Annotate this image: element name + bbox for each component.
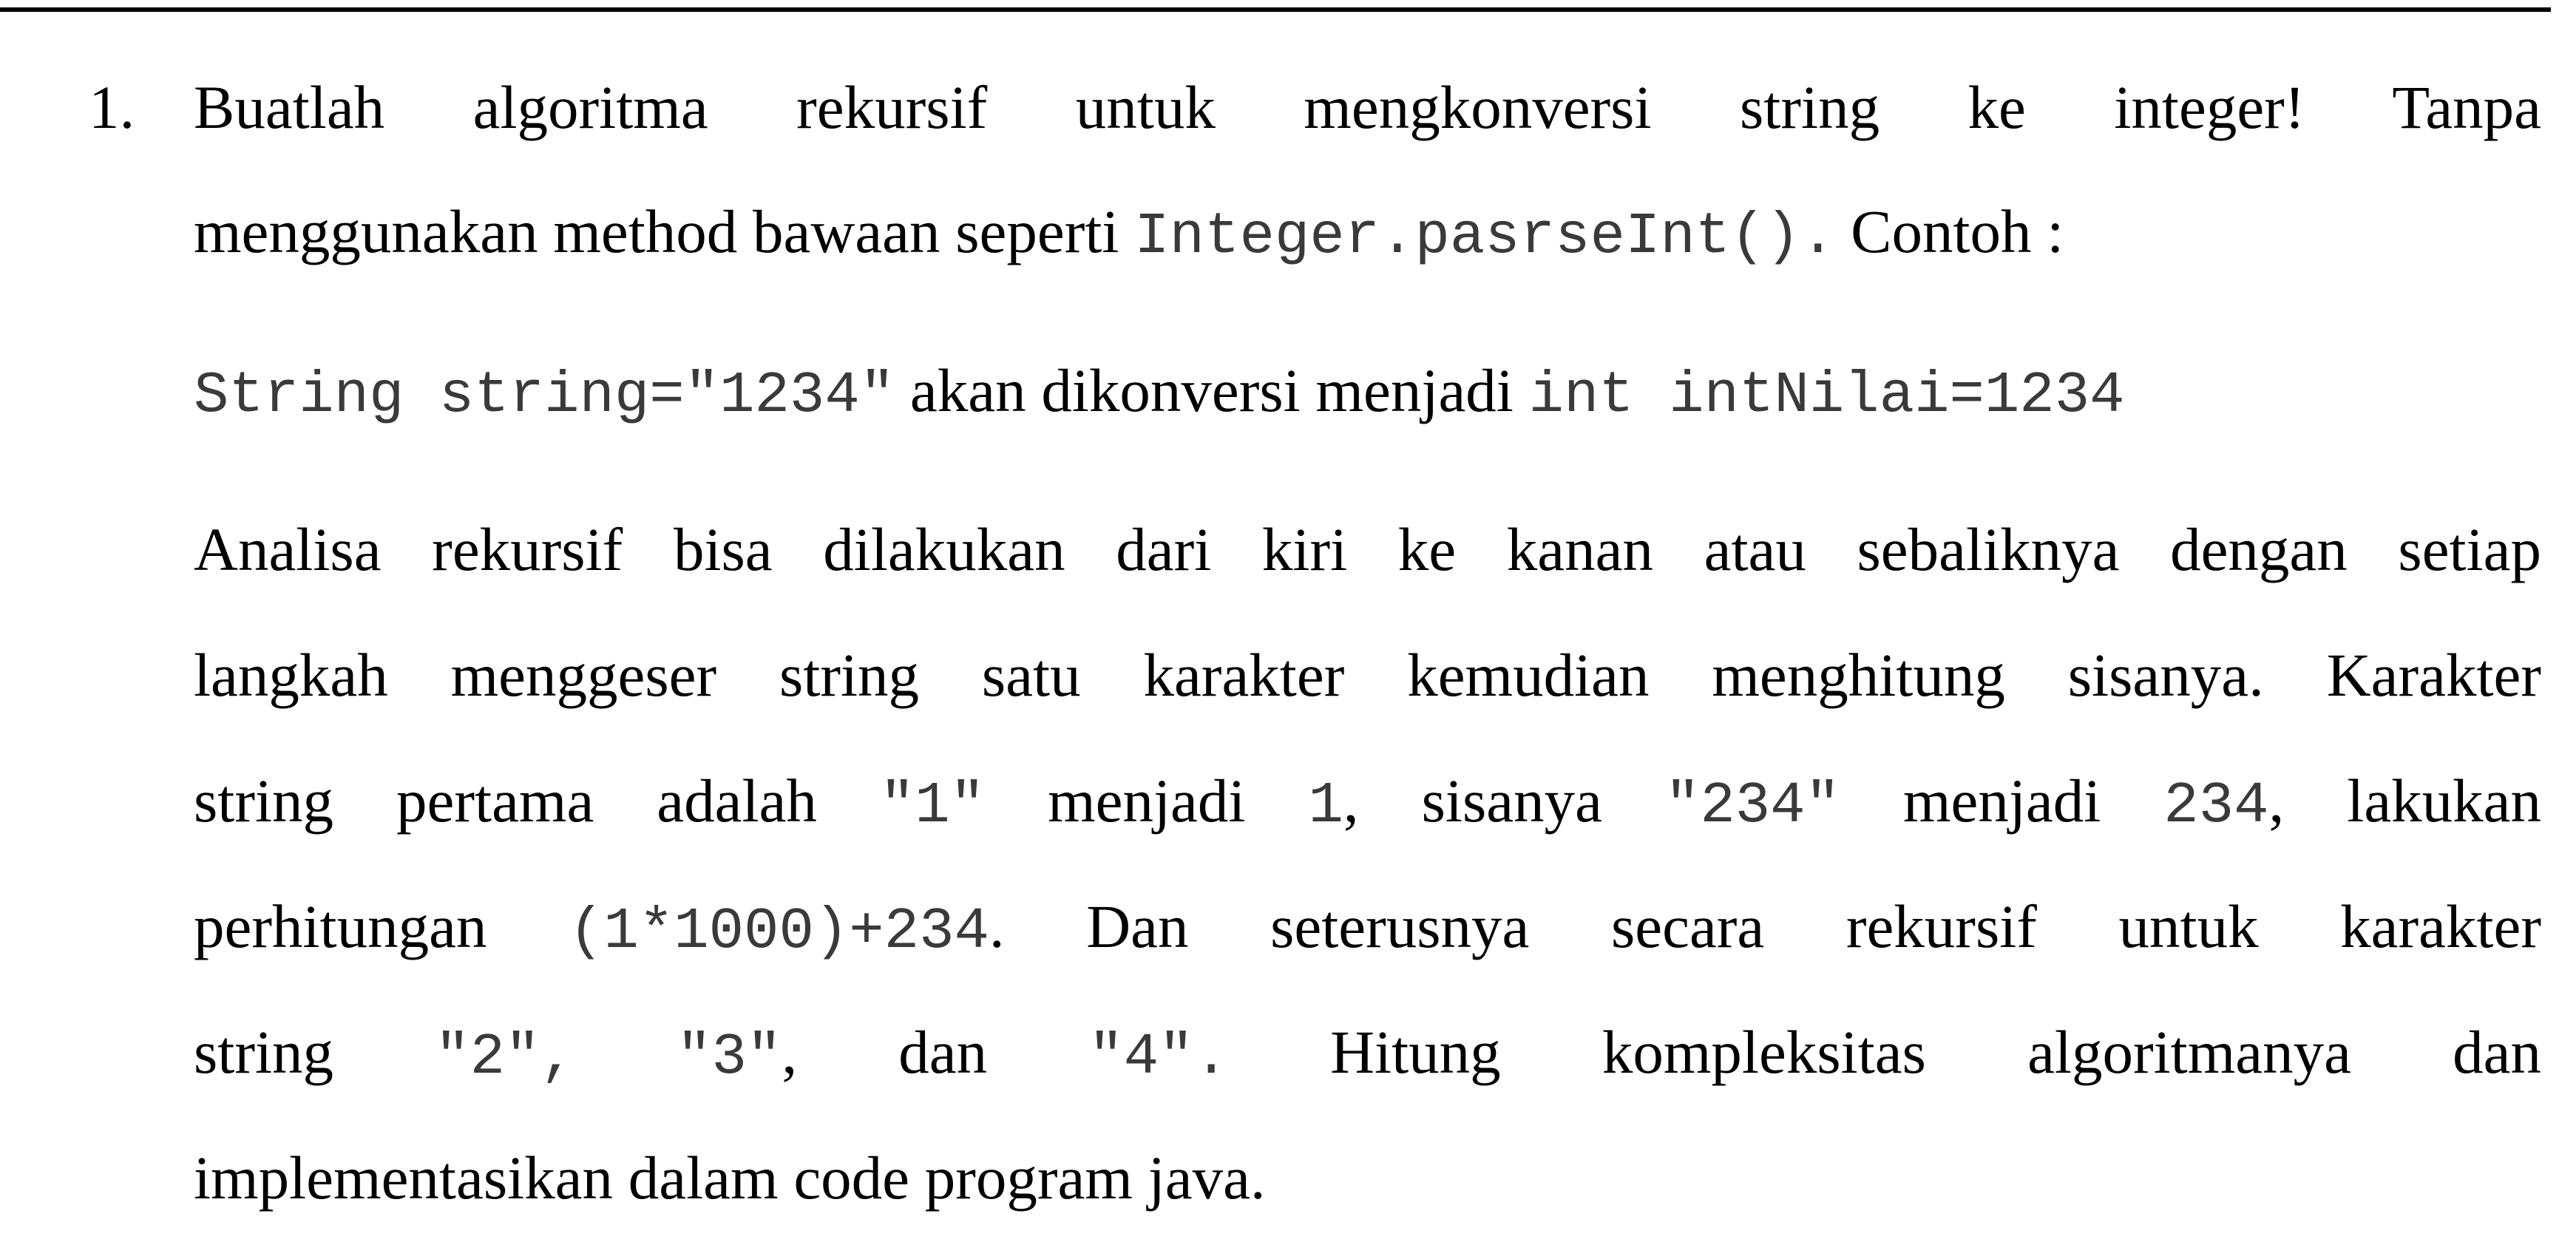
analysis-line-5-code-2: ″3″ <box>677 1024 782 1090</box>
analysis-line-6-text: implementasikan dalam code program java. <box>194 1144 1266 1212</box>
analysis-line-1-text: Analisa rekursif bisa dilakukan dari kiri ke kanan atau sebaliknya dengan setiap <box>194 515 2541 583</box>
analysis-line-5-b: , dan <box>782 1018 1089 1086</box>
example-code-string: String string=″1234″ <box>194 362 895 429</box>
analysis-line-3-c: , sisanya <box>1343 767 1665 835</box>
example-text: akan dikonversi menjadi <box>895 356 1529 424</box>
analysis-line-4-a: perhitungan <box>194 892 569 960</box>
analysis-line-5 <box>194 1017 2541 1093</box>
top-rule <box>0 7 2551 12</box>
analysis-line-3-code-1: ″1″ <box>879 773 986 839</box>
analysis-line-3-a: string pertama adalah <box>194 767 880 835</box>
line-1-text: Buatlah algoritma rekursif untuk mengkonversi string ke integer! Tanpa <box>194 73 2541 141</box>
question-line-2 <box>194 196 2541 272</box>
analysis-line-4 <box>194 891 2541 967</box>
list-item-number: 1. <box>89 73 135 141</box>
analysis-line-5-c: Hitung kompleksitas algoritmanya dan <box>1228 1018 2541 1086</box>
example-line <box>194 355 2541 431</box>
line-2-tail: Contoh : <box>1835 197 2064 265</box>
analysis-line-1 <box>194 514 2541 585</box>
example-code-int: int intNilai=1234 <box>1528 362 2125 429</box>
line-2-text: menggunakan method bawaan seperti <box>194 197 1135 265</box>
analysis-line-3-code-3: ″234″ <box>1664 773 1840 839</box>
analysis-line-3-d: menjadi <box>1840 767 2164 835</box>
line-2-code: Integer.pasrseInt(). <box>1134 203 1836 270</box>
analysis-line-5-code-1: ″2″, <box>435 1024 575 1090</box>
analysis-line-5-code-3: ″4″. <box>1088 1024 1229 1090</box>
analysis-line-2 <box>194 639 2541 710</box>
analysis-line-5-a: string <box>194 1018 435 1086</box>
analysis-line-6 <box>194 1142 2541 1213</box>
analysis-line-2-text: langkah menggeser string satu karakter kemudian menghitung sisanya. Karakter <box>194 641 2541 709</box>
analysis-line-3-code-4: 234 <box>2163 773 2269 839</box>
analysis-line-3-b: menjadi <box>985 767 1309 835</box>
analysis-line-3-e: , lakukan <box>2268 767 2542 835</box>
analysis-line-3-code-2: 1 <box>1308 773 1343 839</box>
analysis-line-4-code: (1*1000)+234 <box>569 898 989 965</box>
question-line-1 <box>194 72 2541 143</box>
analysis-line-4-b: . Dan seterusnya secara rekursif untuk karakter <box>989 892 2541 960</box>
analysis-line-3 <box>194 765 2541 841</box>
